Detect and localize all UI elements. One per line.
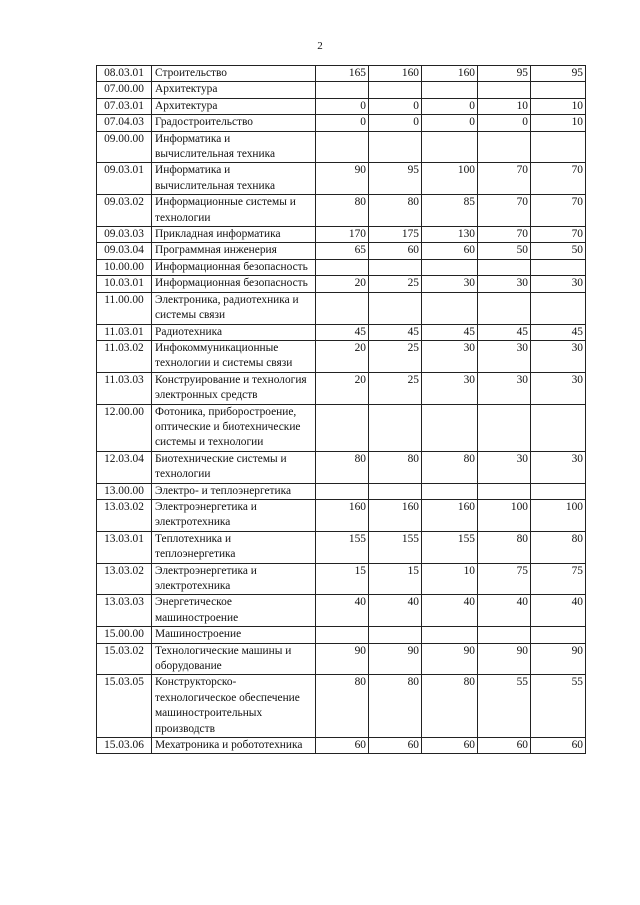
quota-cell-4: 55 — [478, 675, 531, 738]
table-row — [97, 595, 586, 627]
specialty-name-cell: Архитектура — [152, 82, 316, 98]
specialty-code-cell: 15.03.02 — [97, 643, 152, 675]
quota-cell-4: 10 — [478, 98, 531, 114]
specialty-code-cell: 07.00.00 — [97, 82, 152, 98]
quota-cell-2 — [369, 404, 422, 451]
quota-cell-5: 95 — [531, 66, 586, 82]
quota-cell-1 — [316, 292, 369, 324]
quota-cell-4: 30 — [478, 276, 531, 292]
specialty-code-cell: 13.03.03 — [97, 595, 152, 627]
specialty-name-cell: Электро- и теплоэнергетика — [152, 483, 316, 499]
quota-cell-5: 40 — [531, 595, 586, 627]
quota-cell-1: 40 — [316, 595, 369, 627]
quota-cell-2: 0 — [369, 115, 422, 131]
specialty-name-cell: Информационные системы и технологии — [152, 195, 316, 227]
specialty-name-cell: Электроэнергетика и электротехника — [152, 499, 316, 531]
specialty-code-cell: 15.00.00 — [97, 627, 152, 643]
quota-cell-5: 50 — [531, 243, 586, 259]
quota-cell-1 — [316, 131, 369, 163]
quota-cell-4: 30 — [478, 372, 531, 404]
specialty-name-cell: Технологические машины и оборудование — [152, 643, 316, 675]
quota-cell-2: 160 — [369, 499, 422, 531]
specialty-code-cell: 08.03.01 — [97, 66, 152, 82]
admission-plan-table — [96, 65, 586, 754]
quota-cell-5: 60 — [531, 738, 586, 754]
quota-cell-4 — [478, 131, 531, 163]
quota-cell-4: 90 — [478, 643, 531, 675]
specialty-name-cell: Теплотехника и теплоэнергетика — [152, 531, 316, 563]
quota-cell-5: 80 — [531, 531, 586, 563]
table-row — [97, 163, 586, 195]
table-row — [97, 195, 586, 227]
table-row — [97, 531, 586, 563]
quota-cell-1: 0 — [316, 115, 369, 131]
specialty-code-cell: 11.03.01 — [97, 324, 152, 340]
quota-cell-3 — [422, 131, 478, 163]
specialty-name-cell: Строительство — [152, 66, 316, 82]
quota-cell-4: 0 — [478, 115, 531, 131]
quota-cell-1: 80 — [316, 675, 369, 738]
table-row — [97, 259, 586, 275]
quota-cell-5: 30 — [531, 372, 586, 404]
quota-cell-2 — [369, 82, 422, 98]
quota-cell-4: 40 — [478, 595, 531, 627]
quota-cell-4: 70 — [478, 227, 531, 243]
quota-cell-4 — [478, 259, 531, 275]
quota-cell-3 — [422, 483, 478, 499]
specialty-code-cell: 09.03.04 — [97, 243, 152, 259]
table-row — [97, 115, 586, 131]
quota-cell-4: 80 — [478, 531, 531, 563]
quota-cell-1: 160 — [316, 499, 369, 531]
specialty-name-cell: Информатика и вычислительная техника — [152, 131, 316, 163]
table-row — [97, 82, 586, 98]
quota-cell-5 — [531, 483, 586, 499]
specialty-code-cell: 12.00.00 — [97, 404, 152, 451]
quota-cell-3: 10 — [422, 563, 478, 595]
specialty-name-cell: Мехатроника и робототехника — [152, 738, 316, 754]
quota-cell-3: 30 — [422, 276, 478, 292]
quota-cell-3 — [422, 404, 478, 451]
quota-cell-4: 75 — [478, 563, 531, 595]
specialty-code-cell: 13.00.00 — [97, 483, 152, 499]
quota-cell-4: 30 — [478, 451, 531, 483]
quota-cell-3: 85 — [422, 195, 478, 227]
specialty-name-cell: Электроэнергетика и электротехника — [152, 563, 316, 595]
quota-cell-1: 80 — [316, 451, 369, 483]
specialty-code-cell: 13.03.02 — [97, 563, 152, 595]
specialty-name-cell: Градостроительство — [152, 115, 316, 131]
quota-cell-2: 95 — [369, 163, 422, 195]
quota-cell-2: 45 — [369, 324, 422, 340]
quota-cell-1 — [316, 483, 369, 499]
quota-cell-3: 80 — [422, 451, 478, 483]
quota-cell-5: 70 — [531, 163, 586, 195]
quota-cell-4: 50 — [478, 243, 531, 259]
table-row — [97, 738, 586, 754]
quota-cell-4 — [478, 627, 531, 643]
quota-cell-4: 95 — [478, 66, 531, 82]
table-row — [97, 404, 586, 451]
quota-cell-3: 30 — [422, 372, 478, 404]
quota-cell-2: 80 — [369, 675, 422, 738]
table-row — [97, 227, 586, 243]
quota-cell-4 — [478, 483, 531, 499]
quota-cell-1: 155 — [316, 531, 369, 563]
quota-cell-3: 160 — [422, 499, 478, 531]
specialty-name-cell: Радиотехника — [152, 324, 316, 340]
quota-cell-3: 0 — [422, 98, 478, 114]
table-row — [97, 292, 586, 324]
quota-cell-2: 0 — [369, 98, 422, 114]
quota-cell-1: 165 — [316, 66, 369, 82]
table-row — [97, 643, 586, 675]
quota-cell-2 — [369, 483, 422, 499]
quota-cell-1 — [316, 404, 369, 451]
table-row — [97, 627, 586, 643]
quota-cell-4: 70 — [478, 163, 531, 195]
quota-cell-3: 0 — [422, 115, 478, 131]
specialty-code-cell: 15.03.05 — [97, 675, 152, 738]
quota-cell-1 — [316, 627, 369, 643]
quota-cell-1: 0 — [316, 98, 369, 114]
quota-cell-5 — [531, 292, 586, 324]
table-row — [97, 675, 586, 738]
specialty-name-cell: Прикладная информатика — [152, 227, 316, 243]
specialty-code-cell: 09.03.03 — [97, 227, 152, 243]
quota-cell-1: 20 — [316, 276, 369, 292]
specialty-name-cell: Фотоника, приборостроение, оптические и биотехнические системы и технологии — [152, 404, 316, 451]
quota-cell-2: 80 — [369, 195, 422, 227]
table-body — [97, 66, 586, 754]
specialty-name-cell: Биотехнические системы и технологии — [152, 451, 316, 483]
specialty-name-cell: Электроника, радиотехника и системы связи — [152, 292, 316, 324]
table-row — [97, 483, 586, 499]
specialty-code-cell: 07.03.01 — [97, 98, 152, 114]
quota-cell-1 — [316, 82, 369, 98]
quota-cell-4 — [478, 292, 531, 324]
table-row — [97, 563, 586, 595]
specialty-code-cell: 12.03.04 — [97, 451, 152, 483]
quota-cell-3 — [422, 259, 478, 275]
quota-cell-4 — [478, 82, 531, 98]
quota-cell-4: 30 — [478, 340, 531, 372]
table-row — [97, 324, 586, 340]
quota-cell-3: 30 — [422, 340, 478, 372]
quota-cell-3: 90 — [422, 643, 478, 675]
table-row — [97, 372, 586, 404]
quota-cell-5: 100 — [531, 499, 586, 531]
quota-cell-5: 55 — [531, 675, 586, 738]
quota-cell-3: 40 — [422, 595, 478, 627]
quota-cell-1: 60 — [316, 738, 369, 754]
quota-cell-2 — [369, 259, 422, 275]
quota-cell-1: 20 — [316, 372, 369, 404]
specialty-name-cell: Энергетическое машиностроение — [152, 595, 316, 627]
quota-cell-2: 25 — [369, 276, 422, 292]
specialty-code-cell: 07.04.03 — [97, 115, 152, 131]
quota-cell-5 — [531, 404, 586, 451]
quota-cell-5 — [531, 627, 586, 643]
specialty-code-cell: 11.03.03 — [97, 372, 152, 404]
specialty-name-cell: Архитектура — [152, 98, 316, 114]
quota-cell-2: 155 — [369, 531, 422, 563]
quota-cell-2: 25 — [369, 340, 422, 372]
quota-cell-5: 10 — [531, 115, 586, 131]
quota-cell-5: 10 — [531, 98, 586, 114]
table-row — [97, 451, 586, 483]
table-row — [97, 66, 586, 82]
quota-cell-2: 160 — [369, 66, 422, 82]
quota-cell-3: 60 — [422, 243, 478, 259]
specialty-code-cell: 10.03.01 — [97, 276, 152, 292]
quota-cell-3: 45 — [422, 324, 478, 340]
quota-cell-2: 60 — [369, 738, 422, 754]
specialty-code-cell: 13.03.02 — [97, 499, 152, 531]
quota-cell-4: 45 — [478, 324, 531, 340]
quota-cell-4: 100 — [478, 499, 531, 531]
quota-cell-1: 90 — [316, 643, 369, 675]
specialty-code-cell: 15.03.06 — [97, 738, 152, 754]
table-row — [97, 131, 586, 163]
quota-cell-2 — [369, 131, 422, 163]
table-row — [97, 499, 586, 531]
quota-cell-3: 160 — [422, 66, 478, 82]
quota-cell-2: 80 — [369, 451, 422, 483]
specialty-code-cell: 09.03.01 — [97, 163, 152, 195]
specialty-code-cell: 13.03.01 — [97, 531, 152, 563]
quota-cell-1: 45 — [316, 324, 369, 340]
table-row — [97, 276, 586, 292]
specialty-name-cell: Информатика и вычислительная техника — [152, 163, 316, 195]
table-row — [97, 340, 586, 372]
quota-cell-5: 45 — [531, 324, 586, 340]
quota-cell-5: 90 — [531, 643, 586, 675]
quota-cell-3: 80 — [422, 675, 478, 738]
quota-cell-1: 170 — [316, 227, 369, 243]
quota-cell-2: 60 — [369, 243, 422, 259]
quota-cell-2: 40 — [369, 595, 422, 627]
quota-cell-2 — [369, 292, 422, 324]
quota-cell-5: 70 — [531, 227, 586, 243]
specialty-code-cell: 10.00.00 — [97, 259, 152, 275]
quota-cell-4: 70 — [478, 195, 531, 227]
quota-cell-1 — [316, 259, 369, 275]
page-number: 2 — [317, 40, 323, 52]
quota-cell-3: 130 — [422, 227, 478, 243]
specialty-code-cell: 11.03.02 — [97, 340, 152, 372]
quota-cell-5 — [531, 131, 586, 163]
quota-cell-3 — [422, 627, 478, 643]
quota-cell-5: 30 — [531, 340, 586, 372]
quota-cell-3 — [422, 292, 478, 324]
quota-cell-3: 100 — [422, 163, 478, 195]
quota-cell-2: 175 — [369, 227, 422, 243]
quota-cell-3: 155 — [422, 531, 478, 563]
quota-cell-1: 90 — [316, 163, 369, 195]
quota-cell-2: 25 — [369, 372, 422, 404]
specialty-code-cell: 09.03.02 — [97, 195, 152, 227]
quota-cell-1: 65 — [316, 243, 369, 259]
table-row — [97, 243, 586, 259]
quota-cell-5 — [531, 259, 586, 275]
specialty-name-cell: Программная инженерия — [152, 243, 316, 259]
quota-cell-5: 75 — [531, 563, 586, 595]
specialty-name-cell: Информационная безопасность — [152, 276, 316, 292]
quota-cell-1: 80 — [316, 195, 369, 227]
quota-cell-4: 60 — [478, 738, 531, 754]
quota-cell-1: 20 — [316, 340, 369, 372]
specialty-name-cell: Информационная безопасность — [152, 259, 316, 275]
specialty-code-cell: 09.00.00 — [97, 131, 152, 163]
specialty-name-cell: Инфокоммуникационные технологии и системы связи — [152, 340, 316, 372]
quota-cell-2 — [369, 627, 422, 643]
quota-cell-5: 30 — [531, 276, 586, 292]
specialty-code-cell: 11.00.00 — [97, 292, 152, 324]
quota-cell-4 — [478, 404, 531, 451]
quota-cell-2: 15 — [369, 563, 422, 595]
quota-cell-5: 70 — [531, 195, 586, 227]
specialty-name-cell: Конструкторско-технологическое обеспечение машиностроительных производств — [152, 675, 316, 738]
specialty-name-cell: Машиностроение — [152, 627, 316, 643]
quota-cell-5 — [531, 82, 586, 98]
quota-cell-3: 60 — [422, 738, 478, 754]
specialty-name-cell: Конструирование и технология электронных средств — [152, 372, 316, 404]
quota-cell-2: 90 — [369, 643, 422, 675]
table-row — [97, 98, 586, 114]
quota-cell-3 — [422, 82, 478, 98]
quota-cell-5: 30 — [531, 451, 586, 483]
quota-cell-1: 15 — [316, 563, 369, 595]
